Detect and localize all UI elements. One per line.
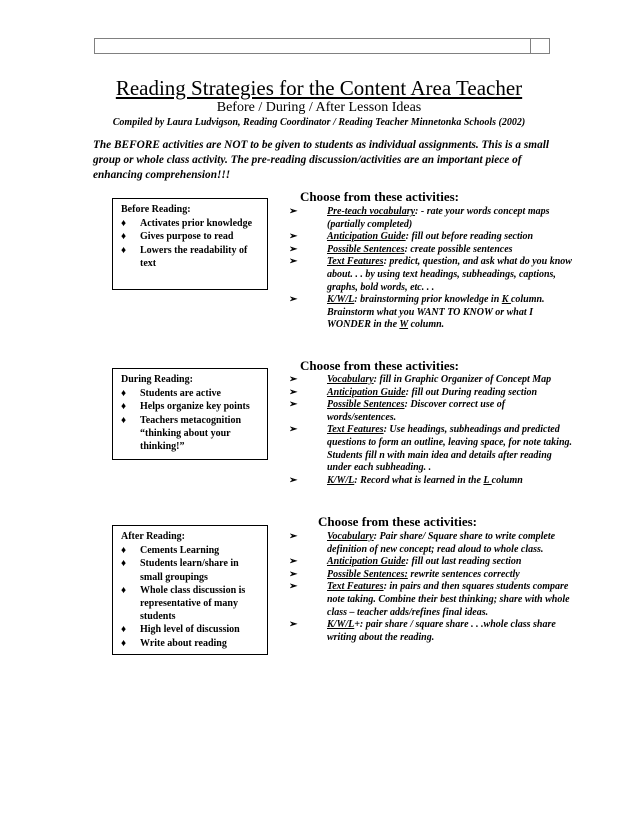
page-title bbox=[0, 76, 638, 101]
before-reading-box bbox=[112, 198, 268, 290]
during-reading-box bbox=[112, 368, 268, 460]
header-table-cell bbox=[530, 39, 549, 53]
page-subtitle: Before / During / After Lesson Ideas bbox=[216, 100, 422, 115]
credit-line: Compiled by Laura Ludvigson, Reading Coordinator / Reading Teacher Minnetonka Schools (2002) bbox=[112, 117, 526, 128]
list-item: ♦ Gives purpose to read bbox=[121, 231, 234, 243]
diamond-bullet-icon: ♦ bbox=[121, 558, 127, 570]
arrow-bullet-icon: ➢ bbox=[289, 206, 298, 217]
arrow-bullet-icon: ➢ bbox=[289, 243, 298, 255]
list-item: ♦ High level of discussion bbox=[121, 624, 240, 636]
after-activities bbox=[289, 531, 575, 644]
diamond-bullet-icon: ♦ bbox=[121, 637, 127, 649]
activity-item: ➢ Possible Sentences: Discover correct use of words/sentences. bbox=[289, 399, 506, 423]
during-activities bbox=[289, 374, 575, 487]
diamond-bullet-icon: ♦ bbox=[121, 545, 127, 557]
after-box-list bbox=[121, 544, 263, 650]
list-item: ♦ Whole class discussion is representative of many students bbox=[121, 584, 246, 623]
page-title-text: Reading Strategies for the Content Area Teacher bbox=[115, 76, 523, 100]
activity-item: ➢ Pre-teach vocabulary: - rate your words concept maps (partially completed) bbox=[289, 206, 550, 230]
arrow-bullet-icon: ➢ bbox=[289, 294, 298, 306]
activity-item: ➢ Text Features: in pairs and then squares students compare note taking. Combine their best thinking; share with whole class – teacher adds/refines final ideas. bbox=[289, 581, 570, 618]
before-box-heading: Before Reading: bbox=[121, 204, 191, 215]
diamond-bullet-icon: ♦ bbox=[121, 401, 127, 413]
list-item: ♦ Cements Learning bbox=[121, 545, 220, 557]
arrow-bullet-icon: ➢ bbox=[289, 386, 298, 398]
during-box-list bbox=[121, 387, 263, 453]
after-box-heading: After Reading: bbox=[121, 531, 185, 542]
arrow-bullet-icon: ➢ bbox=[289, 556, 298, 568]
arrow-bullet-icon: ➢ bbox=[289, 231, 298, 243]
activity-item: ➢ Text Features: predict, question, and ask what do you know about. . . by using text headings, subheadings, captions, graphs, bold words, etc. . . bbox=[289, 256, 572, 293]
activity-item: ➢ Possible Sentences: rewrite sentences correctly bbox=[289, 568, 520, 580]
activity-item: ➢ Anticipation Guide: fill out last reading section bbox=[289, 556, 522, 568]
before-box-list bbox=[121, 217, 263, 270]
diamond-bullet-icon: ♦ bbox=[121, 244, 127, 256]
during-box-heading: During Reading: bbox=[121, 374, 193, 385]
list-item: ♦ Students are active bbox=[121, 388, 221, 400]
activity-item: ➢ K/W/L: brainstorming prior knowledge in K column. Brainstorm what you WANT TO KNOW or what I WONDER in the W column. bbox=[289, 294, 545, 331]
list-item: ♦ Helps organize key points bbox=[121, 401, 250, 413]
arrow-bullet-icon: ➢ bbox=[289, 619, 298, 631]
diamond-bullet-icon: ♦ bbox=[121, 231, 127, 243]
after-reading-box bbox=[112, 525, 268, 655]
activity-item: ➢ Possible Sentences: create possible sentences bbox=[289, 243, 513, 255]
arrow-bullet-icon: ➢ bbox=[289, 399, 298, 411]
arrow-bullet-icon: ➢ bbox=[289, 256, 298, 268]
activity-item: ➢ Anticipation Guide: fill out before reading section bbox=[289, 231, 534, 243]
arrow-bullet-icon: ➢ bbox=[289, 581, 298, 593]
arrow-bullet-icon: ➢ bbox=[289, 374, 298, 385]
diamond-bullet-icon: ♦ bbox=[121, 218, 127, 230]
arrow-bullet-icon: ➢ bbox=[289, 424, 298, 436]
diamond-bullet-icon: ♦ bbox=[121, 624, 127, 636]
activity-item: ➢ Vocabulary: fill in Graphic Organizer of Concept Map bbox=[289, 374, 552, 385]
activity-item: ➢ K/W/L: Record what is learned in the L column bbox=[289, 474, 523, 486]
arrow-bullet-icon: ➢ bbox=[289, 474, 298, 486]
diamond-bullet-icon: ♦ bbox=[121, 388, 127, 400]
arrow-bullet-icon: ➢ bbox=[289, 568, 298, 580]
after-choose-heading: Choose from these activities: bbox=[318, 514, 477, 529]
activity-item: ➢ K/W/L+: pair share / square share . . .whole class share writing about the reading. bbox=[289, 619, 556, 643]
before-activities bbox=[289, 206, 575, 332]
header-table bbox=[94, 38, 550, 54]
diamond-bullet-icon: ♦ bbox=[121, 414, 127, 426]
list-item: ♦ Lowers the readability of text bbox=[121, 244, 248, 269]
intro-paragraph: The BEFORE activities are NOT to be given to students as individual assignments. This is a small group or whole class activity. The pre-reading discussion/activities are an important piece of enhancing comprehension!!! bbox=[93, 139, 549, 181]
list-item: ♦ Activates prior knowledge bbox=[121, 218, 253, 230]
list-item: ♦ Teachers metacognition “thinking about your thinking!” bbox=[121, 414, 242, 453]
diamond-bullet-icon: ♦ bbox=[121, 584, 127, 596]
during-choose-heading: Choose from these activities: bbox=[300, 358, 459, 373]
activity-item: ➢ Vocabulary: Pair share/ Square share to write complete definition of new concept; read aloud to whole class. bbox=[289, 531, 556, 555]
activity-item: ➢ Anticipation Guide: fill out During reading section bbox=[289, 386, 538, 398]
arrow-bullet-icon: ➢ bbox=[289, 531, 298, 542]
activity-item: ➢ Text Features: Use headings, subheadings and predicted questions to form an outline, leaving space, for note taking. Students fill n with main idea and details after reading under each subheading. . bbox=[289, 424, 573, 474]
list-item: ♦ Students learn/share in small groupings bbox=[121, 558, 239, 583]
before-choose-heading: Choose from these activities: bbox=[300, 189, 459, 204]
list-item: ♦ Write about reading bbox=[121, 637, 227, 649]
